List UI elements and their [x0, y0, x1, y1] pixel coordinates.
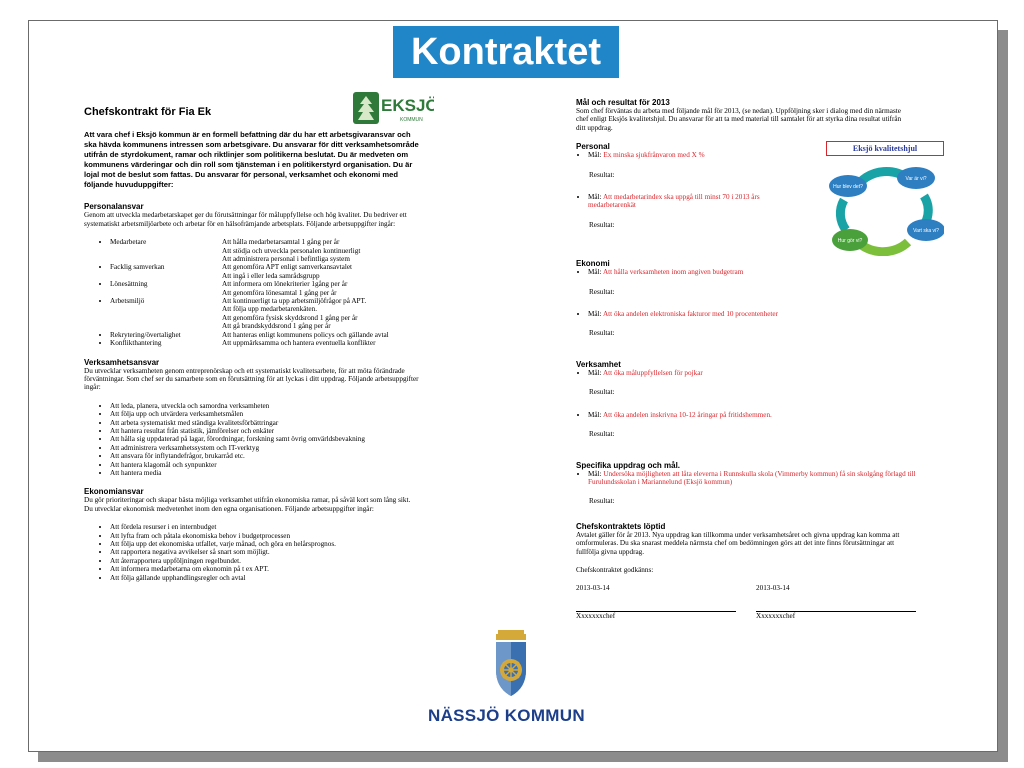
result-label: Resultat: — [589, 329, 615, 338]
result-label: Resultat: — [589, 287, 615, 296]
goal-text: Undersöka möjligheten att låta eleverna i Runnskulla skola (Vimmerby kommun) få sin skolgång förlagd till Furulundsskolan i Mariannelund (Eksjö kommun) — [588, 469, 916, 486]
result-label: Resultat: — [589, 388, 615, 397]
goal-text: Ex minska sjukfrånvaron med X % — [603, 151, 705, 160]
contract-title: Chefskontrakt för Fia Ek — [84, 106, 212, 118]
loptid-text: Avtalet gäller för år 2013. Nya uppdrag kan tillkomma under verksamhetsåret och givna uppdrag kan komma att omformuleras. Du ska snarast meddela närmsta chef om bedömningen görs att det inte finns förutsättningar att fullfölja givna uppdrag. — [576, 530, 900, 556]
personal-item — [110, 280, 419, 297]
goal-label: Mål: — [588, 469, 602, 478]
verksamhet-item: • Att hantera media — [110, 469, 419, 477]
goal-label: Mål: — [588, 268, 602, 277]
goal-label: Mål: — [588, 193, 602, 202]
approve-text: Chefskontraktet godkänns: — [576, 565, 654, 574]
personal-item-value: Att hålla medarbetarsamtal 1 gång per år — [222, 238, 340, 247]
goal-item — [588, 310, 916, 318]
eksjo-logo-text: EKSJÖ — [381, 96, 434, 115]
goals-heading: Mål och resultat för 2013 — [576, 98, 670, 107]
ekonomi-item: • Att följa gällande upphandlingsregler och avtal — [110, 574, 419, 582]
verksamhet-item: • Att administrera verksamhetssystem och IT-verktyg — [110, 444, 419, 452]
signature-left — [576, 584, 736, 620]
personal-item — [110, 339, 419, 347]
ekonomi-text: Du gör prioriteringar och skapar bästa möjliga verksamhet utifrån ekonomiska ramar, på såväl kort som lång sikt. Du utvecklar ekonomisk medvetenhet inom den egna organisationen. Följande arbetsuppgifter ingår: — [84, 496, 411, 513]
personal-item-value: Att genomföra APT enligt samverkansavtalet — [222, 263, 353, 272]
verksamhet-item: • Att hantera resultat från statistik, jämförelser och enkäter — [110, 427, 419, 435]
goals-intro: Som chef förväntas du arbeta med följande mål för 2013, (se nedan). Uppföljning sker i dialog med din närmaste chef enligt Eksjös kvalitetshjul. Du ansvarar för att ta med material till samtalet för att styrka dina resultat utifrån ditt uppdrag. — [576, 107, 902, 132]
personal-item — [110, 297, 419, 331]
goal-section-heading: Ekonomi — [576, 259, 610, 269]
goal-text: Att öka andelen inskrivna 10-12 åringar på fritidshemmen. — [602, 410, 772, 419]
verksamhet-item: • Att arbeta systematiskt med ständiga kvalitetsförbättringar — [110, 419, 419, 427]
personal-item-value: Att stödja och utveckla personalen kontinuerligt — [222, 246, 361, 255]
goal-list — [576, 411, 916, 419]
contract-left-column — [84, 108, 419, 592]
ekonomi-item: • Att följa upp det ekonomiska utfallet, varje månad, och göra en helårsprognos. — [110, 540, 419, 548]
personal-item-value: Att administrera personal i befintliga system — [222, 255, 350, 264]
verksamhet-heading: Verksamhetsansvar — [84, 357, 160, 367]
nassjo-logo-text: NÄSSJÖ KOMMUN — [428, 706, 585, 725]
verksamhet-item: • Att hålla sig uppdaterad på lagar, förordningar, forskning samt övrig omvärldsbevakning — [110, 435, 419, 443]
ekonomi-item: • Att återrapportera uppföljningen regelbundet. — [110, 557, 419, 565]
personal-item-key: • Konflikthantering — [110, 339, 162, 348]
personal-item-key: • Medarbetare — [110, 238, 147, 247]
ekonomi-item: • Att fördela resurser i en internbudget — [110, 523, 419, 531]
personal-item-value: Att genomföra lönesamtal 1 gång per år — [222, 288, 337, 297]
personal-item — [110, 263, 419, 280]
personal-item-value: Att hanteras enligt kommunens policys och gällande avtal — [222, 330, 389, 339]
personal-item — [110, 238, 419, 263]
goal-item — [588, 268, 916, 276]
goal-text: Att öka måluppfyllelsen för pojkar — [602, 368, 703, 377]
goal-item — [588, 369, 916, 377]
goal-section-heading: Specifika uppdrag och mål. — [576, 460, 681, 470]
contract-intro: Att vara chef i Eksjö kommun är en formell befattning där du har ett arbetsgivaransvar och ska hävda kommunens intressen som arbetsgivare. Du ansvarar för ditt verksamhetsområde utifrån de styrdokument, ramar och riktlinjer som politikerna beslutat. Du är medveten om kommunens värderingar och din roll som tjänsteman i en politikerstyrd organisation. Du är lojal mot de beslut som fattas. Du ansvarar för personal, verksamhet och ekonomi med följande huvuduppgifter: — [84, 130, 419, 190]
ekonomi-list — [84, 523, 419, 582]
personal-item-value: Att ingå i eller leda samrådsgrupp — [222, 271, 320, 280]
cycle-label: Hur blev det? — [833, 184, 863, 190]
verksamhet-item: • Att ansvara för inflytandefrågor, brukarråd etc. — [110, 452, 419, 460]
ekonomi-item: • Att lyfta fram och påtala ekonomiska behov i budgetprocessen — [110, 532, 419, 540]
goal-item — [588, 193, 788, 210]
goal-list — [576, 369, 916, 377]
goal-text: Att öka andelen elektroniska fakturor med 10 procentenheter — [602, 310, 779, 319]
goal-item — [588, 411, 916, 419]
goal-section-heading: Verksamhet — [576, 359, 621, 369]
personal-item-key: • Arbetsmiljö — [110, 297, 145, 306]
personal-list — [84, 238, 419, 347]
personal-item-value: Att kontinuerligt ta upp arbetsmiljöfrågor på APT. — [222, 297, 367, 306]
signature-date: 2013-03-14 — [576, 584, 610, 593]
slide-title: Kontraktet — [393, 26, 619, 78]
goal-item — [588, 470, 916, 487]
personal-item-key: • Lönesättning — [110, 280, 148, 289]
goal-text: Att hålla verksamheten inom angiven budgetram — [602, 268, 744, 277]
verksamhet-list — [84, 402, 419, 478]
cycle-label: Hur gör vi? — [837, 238, 863, 244]
loptid-heading: Chefskontraktets löptid — [576, 521, 666, 531]
verksamhet-item: • Att följa upp och utvärdera verksamhetsmålen — [110, 410, 419, 418]
personal-item-value: Att följa upp medarbetarenkäten. — [222, 305, 317, 314]
nassjo-crest-icon — [420, 630, 600, 710]
personal-heading: Personalansvar — [84, 202, 144, 212]
signature-name: Xxxxxxxchef — [576, 611, 616, 620]
goal-section-heading: Personal — [576, 142, 610, 152]
personal-text: Genom att utveckla medarbetarskapet ger du förutsättningar för måluppfyllelse och hög kvalitet. Du bedriver ett systematiskt arbetsmiljöarbete och arbetar för en hälsofrämjande arbetsplats. Följande arbetsuppgifter ingår: — [84, 211, 407, 228]
result-label: Resultat: — [589, 220, 615, 229]
goal-label: Mål: — [588, 310, 602, 319]
personal-item-value: Att uppmärksamma och hantera eventuella konflikter — [222, 339, 376, 348]
signature-name: Xxxxxxxchef — [756, 611, 796, 620]
verksamhet-item: • Att leda, planera, utveckla och samordna verksamheten — [110, 402, 419, 410]
personal-item-key: • Rekrytering/övertalighet — [110, 330, 181, 339]
ekonomi-item: • Att rapportera negativa avvikelser så snart som möjligt. — [110, 548, 419, 556]
cycle-label: Vart ska vi? — [913, 228, 939, 234]
personal-item-value: Att genomföra fysisk skyddsrond 1 gång per år — [222, 313, 358, 322]
kvalitetshjul-label: Eksjö kvalitetshjul — [826, 141, 944, 156]
personal-item-key: • Facklig samverkan — [110, 263, 165, 272]
result-label: Resultat: — [589, 497, 615, 506]
result-label: Resultat: — [589, 430, 615, 439]
verksamhet-item: • Att hantera klagomål och synpunkter — [110, 461, 419, 469]
kvalitetshjul-diagram — [826, 160, 944, 256]
personal-item-value: Att gå brandskyddsrond 1 gång per år — [222, 322, 331, 331]
goal-list — [576, 193, 788, 210]
ekonomi-item: • Att informera medarbetarna om ekonomin på t ex APT. — [110, 565, 419, 573]
verksamhet-text: Du utvecklar verksamheten genom entreprenörskap och ett systematiskt kvalitetsarbete, för att möta förändrade förväntningar. Som chef ser du samarbete som en förutsättning för att lyckas i ditt uppdrag. Följande arbetsuppgifter ingår: — [84, 366, 419, 392]
goal-label: Mål: — [588, 368, 602, 377]
personal-item — [110, 331, 419, 339]
goal-list — [576, 268, 916, 276]
signature-block — [576, 584, 916, 620]
goal-label: Mål: — [588, 410, 602, 419]
result-label: Resultat: — [589, 170, 615, 179]
cycle-label: Var är vi? — [905, 176, 927, 182]
eksjo-logo-subtext: KOMMUN — [400, 117, 423, 123]
goal-list — [576, 310, 916, 318]
personal-item-value: Att informera om lönekriterier 1gång per år — [222, 280, 348, 289]
ekonomi-heading: Ekonomiansvar — [84, 487, 144, 497]
signature-date: 2013-03-14 — [756, 584, 790, 593]
goal-text: Att medarbetarindex ska uppgå till minst 70 i 2013 års medarbetarenkät — [588, 193, 760, 210]
goal-list — [576, 470, 916, 487]
signature-right — [756, 584, 916, 620]
goal-label: Mål: — [588, 151, 602, 160]
